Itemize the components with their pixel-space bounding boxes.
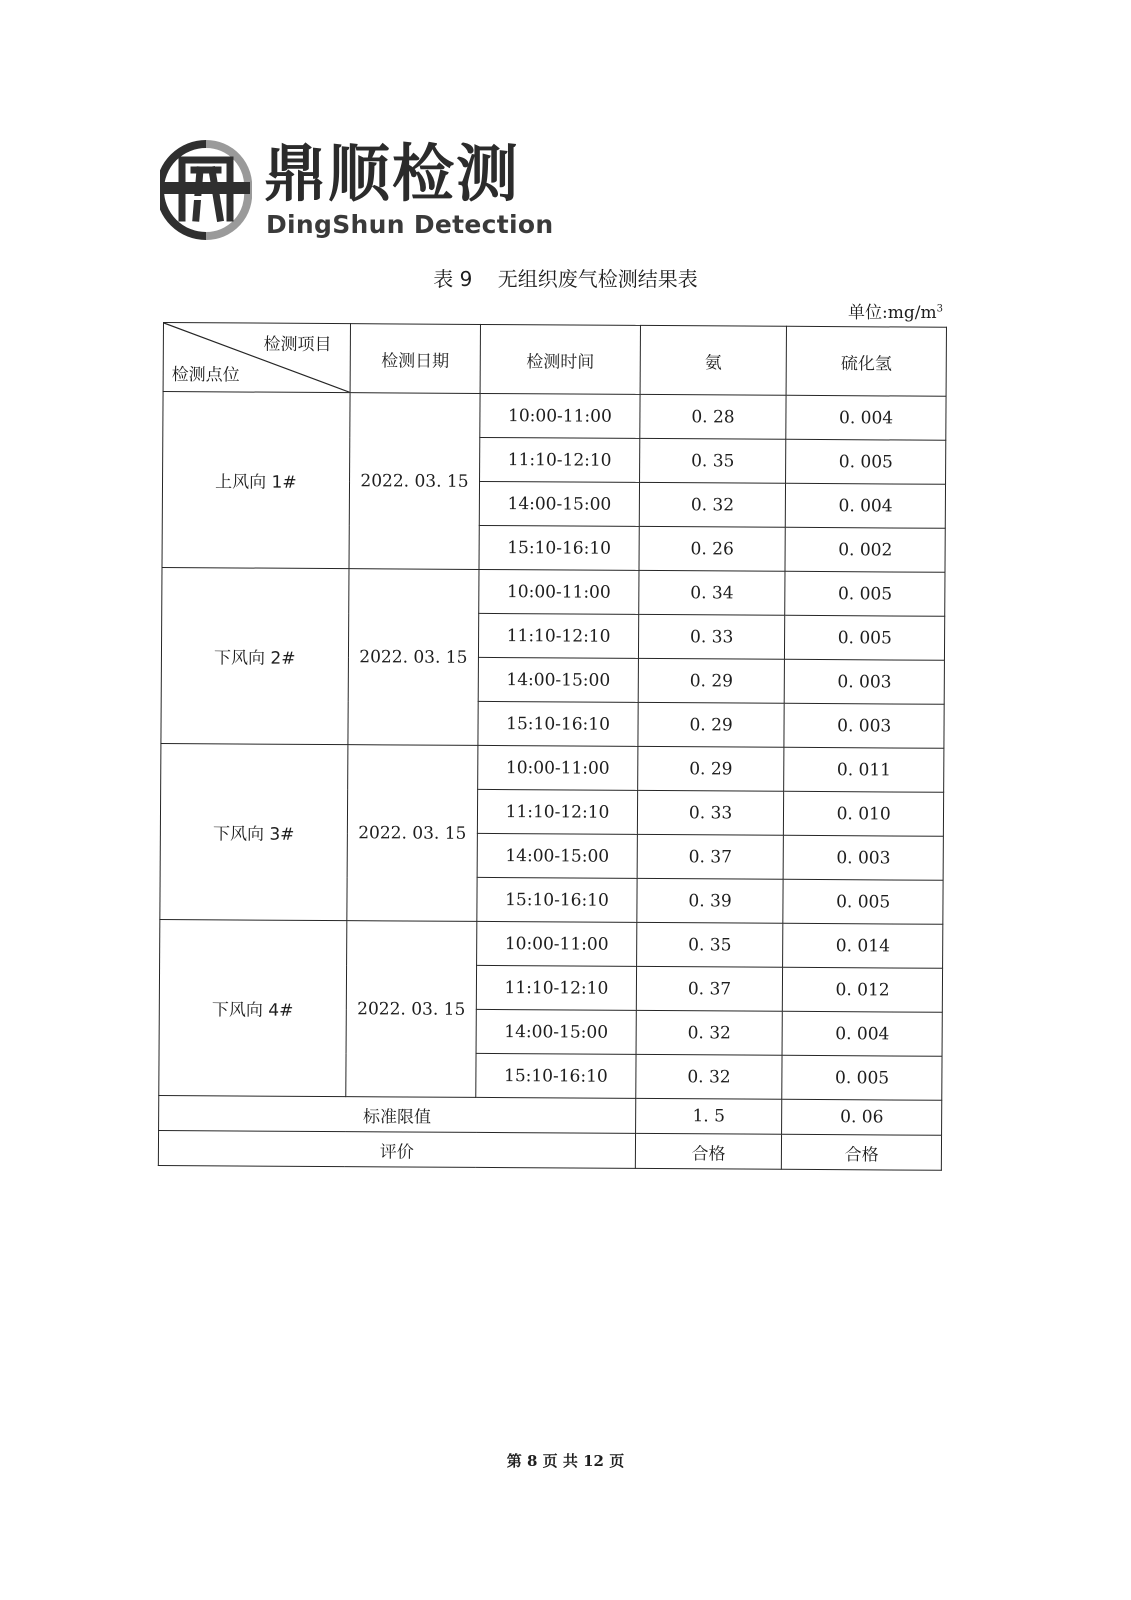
ammonia-cell: 0. 35 [636,922,783,967]
time-cell: 14:00-15:00 [476,1009,636,1054]
evaluation-ammonia: 合格 [635,1133,782,1169]
limit-ammonia: 1. 5 [635,1098,782,1134]
time-cell: 11:10-12:10 [477,965,637,1010]
ammonia-cell: 0. 26 [639,526,786,571]
time-cell: 15:10-16:10 [477,877,637,922]
ammonia-cell: 0. 37 [637,834,784,879]
h2s-cell: 0. 010 [784,791,944,836]
time-cell: 14:00-15:00 [478,657,638,702]
header-h2s: 硫化氢 [786,326,946,396]
time-cell: 10:00-11:00 [477,921,637,966]
location-cell: 上风向 1# [162,392,350,569]
ammonia-cell: 0. 32 [636,1010,783,1055]
ammonia-cell: 0. 33 [637,790,784,835]
evaluation-h2s: 合格 [782,1134,942,1170]
diagonal-header-cell [163,323,350,393]
time-cell: 11:10-12:10 [479,613,639,658]
logo-english-name: DingShun Detection [266,210,554,239]
ammonia-cell: 0. 34 [639,570,786,615]
location-cell: 下风向 2# [161,567,349,744]
company-logo [160,138,560,243]
h2s-cell: 0. 014 [783,923,943,968]
h2s-cell: 0. 005 [785,615,945,660]
ammonia-cell: 0. 39 [637,878,784,923]
ammonia-cell: 0. 29 [637,746,784,791]
h2s-cell: 0. 011 [784,747,944,792]
header-location: 检测点位 [171,365,240,386]
unit-label [848,298,943,323]
logo-chinese-name: 鼎顺检测 [264,137,521,210]
h2s-cell: 0. 012 [783,967,943,1012]
dingshun-emblem-icon [160,138,252,242]
time-cell: 15:10-16:10 [476,1053,636,1098]
ammonia-cell: 0. 32 [639,482,786,527]
h2s-cell: 0. 003 [784,703,944,748]
ammonia-cell: 0. 28 [640,394,787,439]
unit-superscript: 3 [936,303,943,315]
table-row [163,392,946,441]
h2s-cell: 0. 004 [782,1011,942,1056]
h2s-cell: 0. 003 [783,835,943,880]
time-cell: 15:10-16:10 [478,701,638,746]
time-cell: 14:00-15:00 [479,481,639,526]
date-cell: 2022. 03. 15 [347,745,479,922]
time-cell: 10:00-11:00 [478,745,638,790]
time-cell: 10:00-11:00 [480,393,640,438]
table-row [161,743,944,792]
header-ammonia: 氨 [640,325,787,395]
limit-label: 标准限值 [159,1095,636,1133]
unit-text: 单位:mg/m [848,303,937,323]
evaluation-label: 评价 [158,1130,635,1168]
time-cell: 11:10-12:10 [480,437,640,482]
header-row [163,323,946,397]
h2s-cell: 0. 003 [785,659,945,704]
ammonia-cell: 0. 35 [639,438,786,483]
h2s-cell: 0. 005 [783,879,943,924]
time-cell: 11:10-12:10 [478,789,638,834]
ammonia-cell: 0. 37 [636,966,783,1011]
header-date: 检测日期 [350,324,481,394]
limit-row [159,1095,942,1135]
time-cell: 14:00-15:00 [477,833,637,878]
table-row [162,567,945,616]
h2s-cell: 0. 005 [785,571,945,616]
evaluation-row [158,1130,941,1170]
h2s-cell: 0. 005 [782,1055,942,1100]
location-cell: 下风向 3# [160,743,348,920]
table-row [160,919,943,968]
h2s-cell: 0. 004 [786,483,946,528]
h2s-cell: 0. 004 [786,395,946,440]
h2s-cell: 0. 002 [785,527,945,572]
results-table [158,322,947,1171]
page-number: 第 8 页 共 12 页 [506,1452,625,1470]
ammonia-cell: 0. 32 [636,1054,783,1099]
header-time: 检测时间 [480,324,640,394]
time-cell: 15:10-16:10 [479,525,639,570]
h2s-cell: 0. 005 [786,439,946,484]
ammonia-cell: 0. 29 [638,658,785,703]
date-cell: 2022. 03. 15 [348,569,480,746]
time-cell: 10:00-11:00 [479,569,639,614]
location-cell: 下风向 4# [159,919,347,1096]
date-cell: 2022. 03. 15 [345,921,477,1098]
date-cell: 2022. 03. 15 [349,393,481,570]
ammonia-cell: 0. 29 [638,702,785,747]
limit-h2s: 0. 06 [782,1099,942,1135]
ammonia-cell: 0. 33 [638,614,785,659]
header-item: 检测项目 [263,334,332,356]
table-title: 表 9 无组织废气检测结果表 [433,267,698,291]
